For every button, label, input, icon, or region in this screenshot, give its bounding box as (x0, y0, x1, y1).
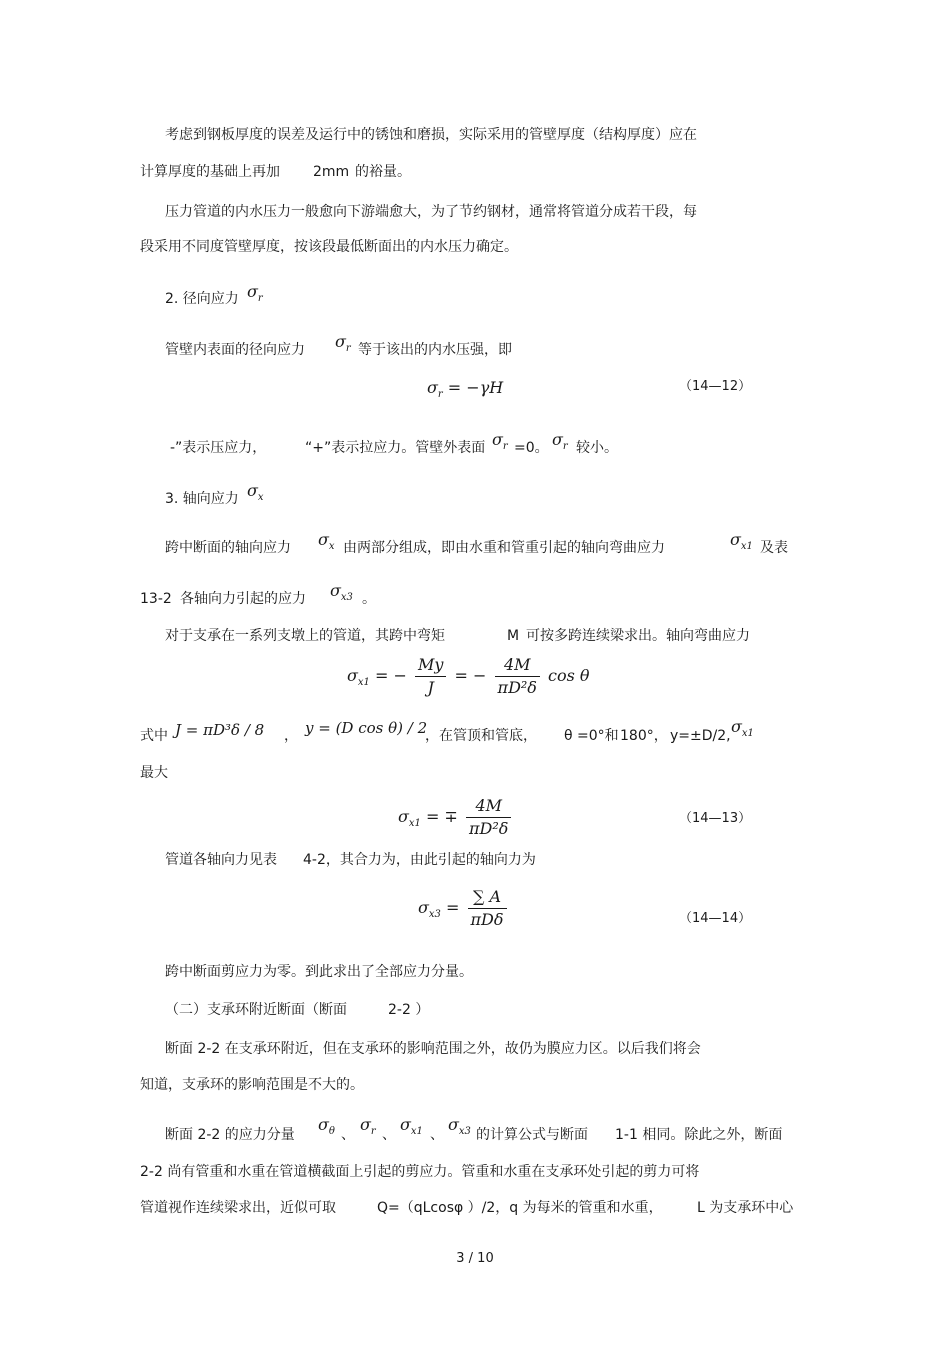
paragraph-text: 的计算公式与断面 (476, 1127, 588, 1143)
page-number: 3 / 10 (456, 1251, 494, 1266)
equation-14-13: $\sigma_{x1}$ = ∓ $\frac{4M}{\text{πD²δ}}$ (398, 796, 514, 839)
sigma-r-symbol: $\sigma_r$ (360, 1115, 376, 1138)
paragraph-text: 断面 2-2 的应力分量 (165, 1127, 295, 1143)
sigma-x3-symbol: $\sigma_{x3}$ (448, 1115, 471, 1138)
paragraph-line: 2-2 尚有管重和水重在管道横截面上引起的剪应力。管重和水重在支承环处引起的剪力可将 (140, 1164, 700, 1180)
paragraph-text: 管道视作连续梁求出，近似可取 (140, 1200, 336, 1216)
sigma-x1-symbol: $\sigma_{x1}$ (400, 1115, 423, 1138)
paragraph-text: ，在管顶和管底， (425, 728, 537, 744)
paragraph-text: -”表示压应力， (170, 440, 267, 456)
paragraph-text: 2mm (313, 164, 350, 180)
sigma-x1-symbol: $\sigma_{x1}$ (731, 717, 754, 740)
paragraph-line: 计算厚度的基础上再加 (140, 164, 280, 180)
paragraph-text: 4-2，其合力为，由此引起的轴向力为 (303, 852, 536, 868)
paragraph-text: 等于该出的内水压强，即 (358, 342, 512, 358)
paragraph-line: 管壁内表面的径向应力 (165, 342, 305, 358)
paragraph-text: 式中 (140, 728, 168, 744)
paragraph-text: Q=（qLcosφ ）/2，q 为每米的管重和水重， (377, 1200, 663, 1216)
equation-14-12: $\sigma_r = -\gamma H$ (427, 378, 504, 401)
sigma-x-symbol: $\sigma_x$ (247, 481, 264, 504)
paragraph-line: 考虑到钢板厚度的误差及运行中的锈蚀和磨损，实际采用的管壁厚度（结构厚度）应在 (165, 127, 697, 143)
paragraph-text: 的裕量。 (355, 164, 411, 180)
paragraph-text: 180°， (620, 728, 668, 744)
paragraph-text: 由两部分组成，即由水重和管重引起的轴向弯曲应力 (343, 540, 665, 556)
separator: 、 (430, 1127, 444, 1143)
formula-J: J = πD³δ / 8 (175, 721, 265, 739)
separator: 、 (382, 1127, 396, 1143)
separator: 、 (341, 1127, 355, 1143)
paragraph-text: =0。 (514, 440, 549, 456)
paragraph-line: 跨中断面剪应力为零。到此求出了全部应力分量。 (165, 964, 473, 980)
section-heading: 3. 轴向应力 (165, 491, 239, 507)
paragraph-line: 断面 2-2 在支承环附近，但在支承环的影响范围之外，故仍为膜应力区。以后我们将会 (165, 1041, 701, 1057)
paragraph-text: L 为支承环中心 (697, 1200, 794, 1216)
equation-number: （14—12） (679, 379, 752, 394)
sigma-theta-symbol: $\sigma_\theta$ (318, 1115, 335, 1138)
equation-number: （14—13） (679, 811, 752, 826)
sigma-r-symbol: $\sigma_r$ (552, 430, 568, 453)
subsection-heading: （二）支承环附近断面（断面 (165, 1002, 347, 1018)
paragraph-text: 及表 (760, 540, 788, 556)
formula-y: y = (D cos θ) / 2 (305, 719, 428, 737)
paragraph-text: 各轴向力引起的应力 (180, 591, 306, 607)
sigma-r-symbol: $\sigma_r$ (247, 282, 263, 305)
paragraph-text: 管道各轴向力见表 (165, 852, 277, 868)
paragraph-text: y=±D/2, (670, 728, 731, 744)
paragraph-text: ， (284, 728, 298, 744)
paragraph-text: M (507, 628, 520, 644)
paragraph-text: 1-1 相同。除此之外，断面 (615, 1127, 783, 1143)
paragraph-line: 压力管道的内水压力一般愈向下游端愈大，为了节约钢材，通常将管道分成若干段，每 (165, 204, 697, 220)
paragraph-text: 对于支承在一系列支墩上的管道，其跨中弯矩 (165, 628, 445, 644)
sigma-x-symbol: $\sigma_x$ (318, 530, 335, 553)
section-heading: 2. 径向应力 (165, 291, 239, 307)
paragraph-text: 可按多跨连续梁求出。轴向弯曲应力 (526, 628, 750, 644)
sigma-r-symbol: $\sigma_r$ (492, 430, 508, 453)
paragraph-text: 最大 (140, 765, 168, 781)
paragraph-text: 较小。 (576, 440, 618, 456)
equation-axial-bending: $\sigma_{x1}$ = − $\frac{My}{J}$ = − $\frac{4M}{\text{πD²δ}}$ cos θ (347, 655, 590, 697)
equation-number: （14—14） (679, 911, 752, 926)
paragraph-text: 跨中断面的轴向应力 (165, 540, 291, 556)
equation-14-14: $\sigma_{x3}$ = $\frac{\sum A}{\text{πDδ}}$ (418, 887, 510, 930)
sigma-x1-symbol: $\sigma_{x1}$ (730, 530, 753, 553)
paragraph-text: 13-2 (140, 591, 172, 607)
paragraph-text: θ =0°和 (564, 728, 619, 744)
sigma-x3-symbol: $\sigma_{x3}$ (330, 581, 353, 604)
paragraph-text: 。 (362, 591, 376, 607)
subsection-heading: 2-2 ） (388, 1002, 430, 1018)
sigma-r-symbol: $\sigma_r$ (335, 332, 351, 355)
paragraph-line: 知道，支承环的影响范围是不大的。 (140, 1077, 364, 1093)
paragraph-text: “+”表示拉应力。管壁外表面 (305, 440, 486, 456)
paragraph-line: 段采用不同度管壁厚度，按该段最低断面出的内水压力确定。 (140, 239, 518, 255)
